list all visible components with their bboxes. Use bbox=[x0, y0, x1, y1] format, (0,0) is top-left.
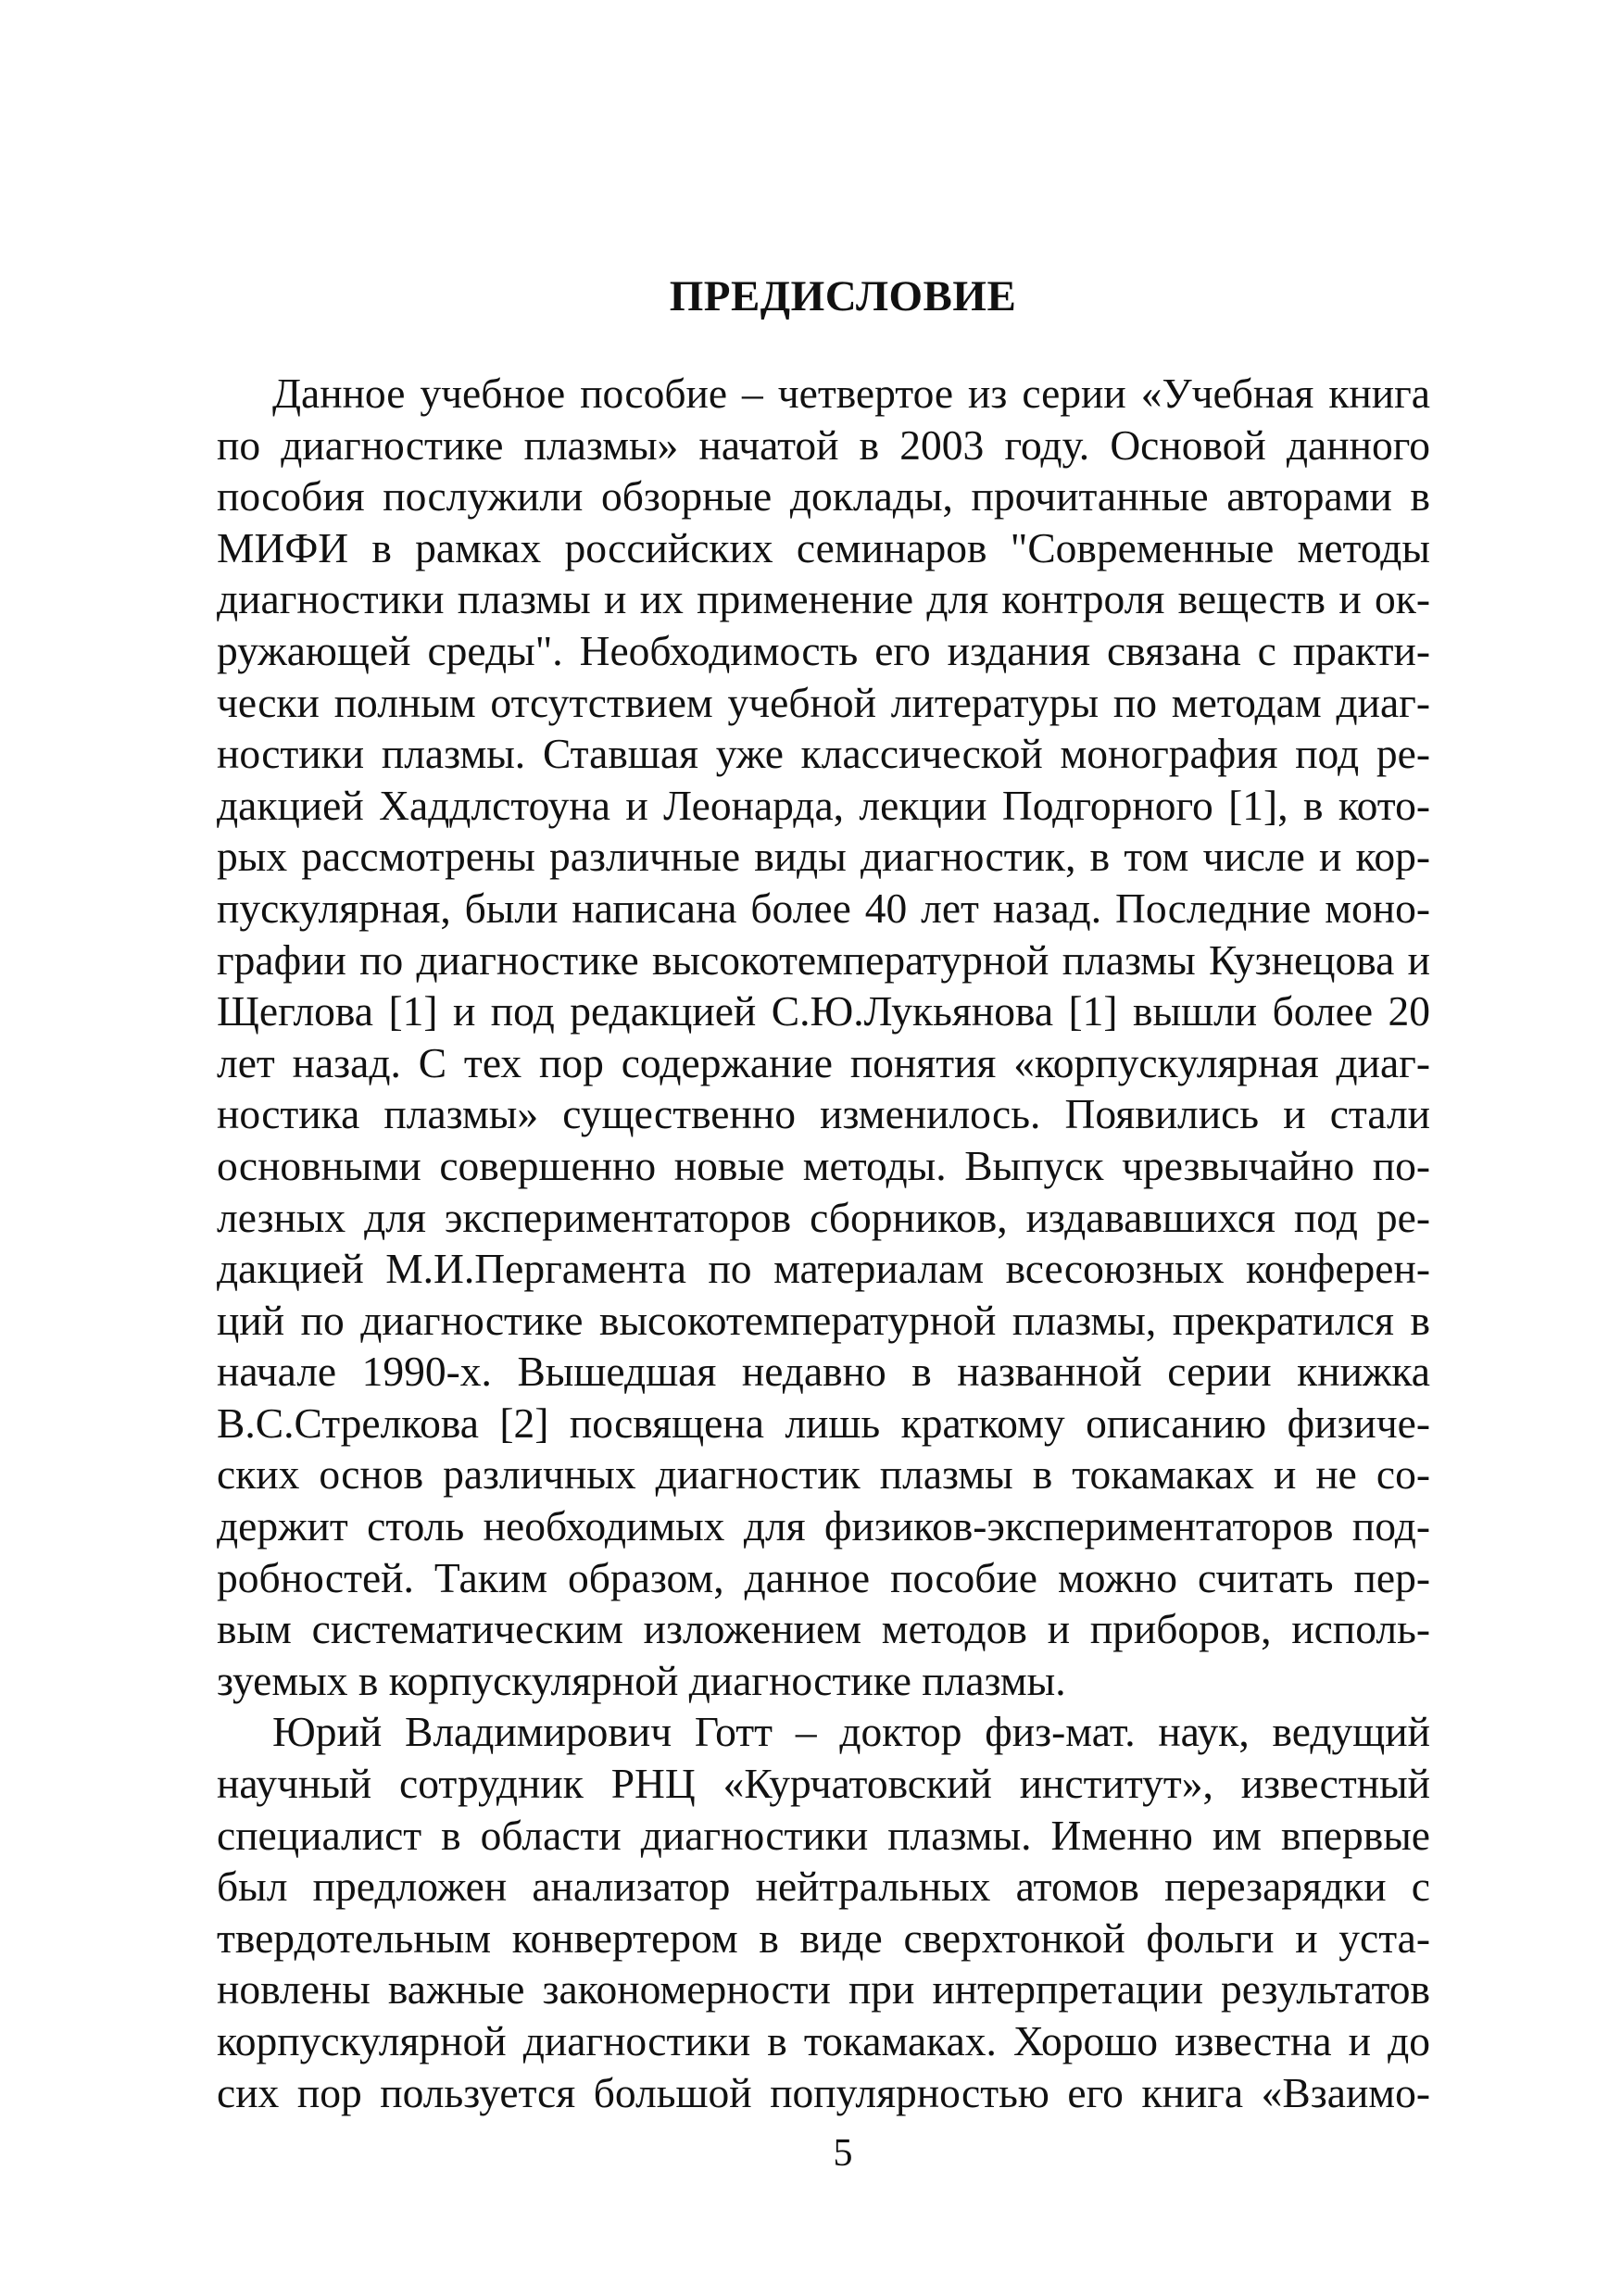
text-line: научный сотрудник РНЦ «Курчатовский институт», известный bbox=[217, 1760, 1430, 1808]
text-line: Данное учебное пособие – четвертое из серии «Учебная книга bbox=[272, 370, 1430, 417]
text-line: твердотельным конвертером в виде сверхтонкой фольги и уста- bbox=[217, 1913, 1430, 1962]
text-line: дакцией Хаддлстоуна и Леонарда, лекции Подгорного [1], в кото- bbox=[217, 781, 1430, 829]
text-line: ностика плазмы» существенно изменилось. Появились и стали bbox=[217, 1090, 1430, 1138]
text-line: специалист в области диагностики плазмы. Именно им впервые bbox=[217, 1811, 1430, 1859]
text-line: по диагностике плазмы» начатой в 2003 году. Основой данного bbox=[217, 420, 1430, 469]
text-line: Щеглова [1] и под редакцией С.Ю.Лукьянова [1] вышли более 20 bbox=[217, 987, 1430, 1035]
text-line: ских основ различных диагностик плазмы в токамаках и не со- bbox=[217, 1450, 1430, 1499]
text-line: пособия послужили обзорные доклады, прочитанные авторами в bbox=[217, 472, 1430, 521]
text-line: рых рассмотрены различные виды диагностик, в том числе и кор- bbox=[217, 833, 1430, 881]
text-line: основными совершенно новые методы. Выпуск чрезвычайно по- bbox=[217, 1141, 1430, 1189]
text-line: начале 1990-х. Вышедшая недавно в названной серии книжка bbox=[217, 1348, 1430, 1396]
text-line: держит столь необходимых для физиков-экспериментаторов под- bbox=[217, 1502, 1430, 1550]
text-line: Юрий Владимирович Готт – доктор физ-мат. наук, ведущий bbox=[272, 1708, 1430, 1756]
text-line: сих пор пользуется большой популярностью его книга «Взаимо- bbox=[217, 2068, 1430, 2116]
text-line: новлены важные закономерности при интерпретации результатов bbox=[217, 1965, 1430, 2014]
text-line: диагностики плазмы и их применение для контроля веществ и ок- bbox=[217, 575, 1430, 623]
text-line: чески полным отсутствием учебной литературы по методам диаг- bbox=[217, 678, 1430, 726]
text-line: лезных для экспериментаторов сборников, издававшихся под ре- bbox=[217, 1193, 1430, 1241]
text-line: робностей. Таким образом, данное пособие можно считать пер- bbox=[217, 1553, 1430, 1601]
text-line: В.С.Стрелкова [2] посвящена лишь краткому описанию физиче- bbox=[217, 1399, 1430, 1447]
text-line: графии по диагностике высокотемпературной плазмы Кузнецова и bbox=[217, 935, 1430, 984]
paragraph bbox=[217, 1706, 1430, 2118]
text-line: был предложен анализатор нейтральных атомов перезарядки с bbox=[217, 1863, 1430, 1911]
page-number: 5 bbox=[833, 2132, 853, 2175]
text-line: корпускулярной диагностики в токамаках. Хорошо известна и до bbox=[217, 2017, 1430, 2064]
text-line: пускулярная, были написана более 40 лет назад. Последние моно- bbox=[217, 884, 1430, 932]
text-line: ностики плазмы. Ставшая уже классической монография под ре- bbox=[217, 730, 1430, 778]
text-line: дакцией М.И.Пергамента по материалам всесоюзных конферен- bbox=[217, 1245, 1430, 1293]
preface-body bbox=[217, 368, 1430, 2118]
page-title: ПРЕДИСЛОВИЕ bbox=[669, 272, 1017, 320]
text-line: ружающей среды". Необходимость его издания связана с практи- bbox=[217, 626, 1430, 674]
text-line: ций по диагностике высокотемпературной плазмы, прекратился в bbox=[217, 1296, 1430, 1344]
text-line: зуемых в корпускулярной диагностике плазмы. bbox=[217, 1656, 1066, 1704]
text-line: лет назад. С тех пор содержание понятия «корпускулярная диаг- bbox=[217, 1038, 1430, 1086]
text-line: вым систематическим изложением методов и приборов, исполь- bbox=[217, 1605, 1430, 1653]
paragraph bbox=[217, 368, 1430, 1706]
text-line: МИФИ в рамках российских семинаров "Современные методы bbox=[217, 523, 1430, 571]
